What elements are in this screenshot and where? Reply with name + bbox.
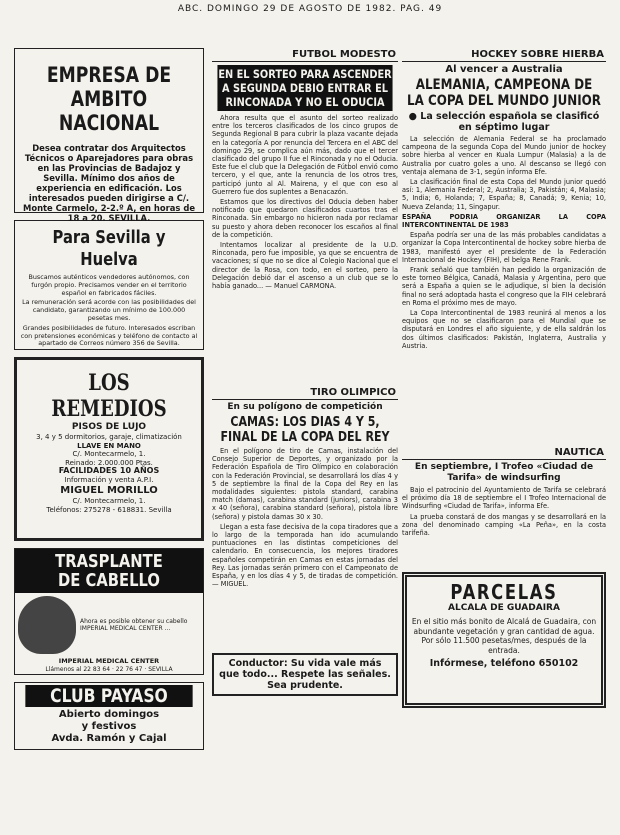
hockey-kicker: Al vencer a Australia <box>445 64 563 75</box>
tiro-headline: CAMAS: LOS DIAS 4 Y 5, FINAL DE LA COPA DEL REY <box>220 415 390 445</box>
page-header: ABC. DOMINGO 29 DE AGOSTO DE 1982. PAG. 49 <box>177 4 443 14</box>
ad-remedios-l3: C/. Montecarmelo, 1. <box>72 450 146 458</box>
ad-remedios-l9: Teléfonos: 275278 - 618831. Sevilla <box>46 505 172 514</box>
hockey-kicker2: ESPAÑA PODRIA ORGANIZAR LA COPA INTERCONTINENTAL DE 1983 <box>402 212 606 230</box>
ad-remedios-l6: Información y venta A.P.I. <box>64 475 154 484</box>
ad-sevilla-p2: La remuneración será acorde con las posibilidades del candidato, garantizando un mínimo de 100.000 pesetas mes. <box>22 298 196 322</box>
ad-payaso-l1: Abierto domingos <box>58 709 160 720</box>
ad-sevilla-p1: Buscamos auténticos vendedores autónomos, con furgón propio. Precisamos vender en el territorio español en fabricados fáciles. <box>28 273 190 297</box>
hockey-sub-text: La selección española se clasificó en séptimo lugar <box>420 111 600 133</box>
ad-sevilla-huelva <box>14 220 204 350</box>
ad-empresa-title: EMPRESA DE AMBITO NACIONAL <box>46 63 172 135</box>
ad-remedios-l4: Reinado: 2.000.000 Ptas. <box>65 458 153 467</box>
hockey-p1: La selección de Alemania Federal se ha proclamado campeona de la segunda Copa del Mundo junior de hockey sobre hierba al vencer en Kuala Lumpur (Malasia) a la de Australia por cuatro goles a uno. Al descanso se llegó con ventaja alemana de 3-1, según informa Efe. <box>402 135 606 176</box>
middle-column <box>212 48 398 696</box>
ad-payaso-l2: y festivos <box>81 721 137 732</box>
ad-payaso-l3: Avda. Ramón y Cajal <box>51 733 167 744</box>
ad-empresa-text: Desea contratar dos Arquitectos Técnicos o Aparejadores para obras en las Provincias de Badajoz y Sevilla. Mínimo dos años de experiencia en edificación. Los interesados pueden dirigirse a C/. Monte Carmelo, 2-2.º A, en horas de 18 a 20. SEVILLA. <box>22 143 196 223</box>
hockey-body <box>402 135 606 440</box>
nautica-p1: Bajo el patrocinio del Ayuntamiento de Tarifa se celebrará el próximo día 18 de septiembre el I Trofeo Internacional de Windsurfing «Ciudad de Tarifa», informa Efe. <box>402 486 606 511</box>
ad-parcelas-sub: ALCALA DE GUADAIRA <box>448 603 560 613</box>
ad-sevilla-title: Para Sevilla y Huelva <box>52 227 166 270</box>
right-column <box>402 48 606 708</box>
ad-trasplante-text: Ahora es posible obtener su cabello IMPERIAL MEDICAL CENTER ... <box>80 617 188 632</box>
ad-parcelas-l3: Por sólo 11.500 pesetas/mes, después de la entrada. <box>421 636 587 655</box>
futbol-section-title: FUTBOL MODESTO <box>212 48 398 62</box>
tiro-body <box>212 447 398 647</box>
hockey-headline: ALEMANIA, CAMPEONA DE LA COPA DEL MUNDO JUNIOR <box>407 77 601 109</box>
tiro-section-title: TIRO OLIMPICO <box>212 386 398 400</box>
ad-parcelas-title: PARCELAS <box>450 580 558 604</box>
tiro-p2: Llegan a esta fase decisiva de la copa tiradores que a lo largo de la temporada han ido acumulando puntuaciones en las distintas competiciones del calendario. En consecuencia, los mejores tiradores españoles competirán en Camas en estas jornadas del Rey. Las jornadas serán primero con el Campeonato de España, y en los días 4 y 5, de tiradas de competición. — MIGUEL. <box>212 522 398 589</box>
ad-remedios <box>14 357 204 541</box>
futbol-p3: Intentamos localizar al presidente de la U.D. Rinconada, pero fue imposible, ya que se encuentra de vacaciones; sí que no se dice al Colegio Nacional que el director de la Rosa, con todo, en el sorteo, pero la Delegación debió dar el ascenso a un club que se lo había ganado... — Manuel CARMONA. <box>212 241 398 291</box>
ad-remedios-l5: FACILIDADES 10 AÑOS <box>58 466 160 475</box>
ad-remedios-title: LOS REMEDIOS <box>51 370 167 422</box>
ad-sevilla-p3: Grandes posibilidades de futuro. Interesados escriban con pretensiones económicas y teléfono de contacto al apartado de Correos número 356 de Sevilla. <box>20 323 198 348</box>
futbol-p2: Estamos que los directivos del Oducia deben haber notificado que quedaron clasificados cuartos tras el Rinconada. Sin embargo no hicieron nada por reclamar su puesto y ahora deben reconocer los escaños al final de la competición. <box>212 198 398 239</box>
ad-parcelas <box>402 572 606 708</box>
ad-empresa <box>14 48 204 223</box>
conductor-l1: Conductor: Su vida vale más <box>228 658 382 669</box>
nautica-section-title: NAUTICA <box>402 446 606 460</box>
ads-column <box>14 48 204 757</box>
tiro-kicker: En su polígono de competición <box>227 402 383 412</box>
ad-remedios-l1: 3, 4 y 5 dormitorios, garaje, climatización <box>36 433 182 441</box>
portrait-image <box>18 596 76 654</box>
hockey-p3: España podría ser una de las más probables candidatas a organizar la Copa Intercontinental de hockey sobre hierba de 1983, manifestó ayer el presidente de la Federación Internacional de Hockey (FIH), el belga Rene Frank. <box>402 231 606 264</box>
nautica-p2: La prueba constará de dos mangas y se desarrollará en la zona del denominado camping «La Peña», en la costa tarifeña. <box>402 512 606 538</box>
futbol-p1: Ahora resulta que el asunto del sorteo realizado entre los terceros clasificados de los cinco grupos de Segunda Regional B para cubrir la plaza vacante dejada en la categoría A por renuncia del Tercera en el ABC del domingo 29, se complica aún más, dado que el tercer clasificado del grupo II fue el Rinconada y no el Oducia. Este fue el club que la Delegación de Fútbol envió como tercero, y el que, ante la renuncia de los otros tres, participó junto al Al. Mairena, y el que con eso al Guerrero fue dos suplentes a Benacazón. <box>212 114 398 196</box>
ad-payaso-title: CLUB PAYASO <box>25 685 192 707</box>
hockey-p2: La clasificación final de esta Copa del Mundo junior quedó así: 1, Alemania Federal; 2, Australia; 3, Pakistán; 4, Malasia; 5, India; 6, Holanda; 7, España; 8, Canadá; 9, Kenia; 10, Nueva Zelanda; 11, Singapur. <box>402 178 606 211</box>
ad-parcelas-l4: Infórmese, teléfono 650102 <box>429 658 579 669</box>
hockey-section-title: HOCKEY SOBRE HIERBA <box>402 48 606 62</box>
ad-trasplante <box>14 548 204 675</box>
ad-trasplante-title1: TRASPLANTE <box>55 551 163 572</box>
ad-parcelas-l1: En el sitio más bonito de Alcalá de Guadaira, con <box>411 617 597 626</box>
hockey-sub: ● La selección española se clasificó en séptimo lugar <box>408 111 600 133</box>
ad-trasplante-footer1: IMPERIAL MEDICAL CENTER <box>58 657 160 665</box>
conductor-box <box>212 653 398 696</box>
ad-payaso <box>14 682 204 750</box>
ad-parcelas-l2: abundante vegetación y gran cantidad de agua. <box>413 626 595 636</box>
hockey-p5: La Copa Intercontinental de 1983 reunirá al menos a los equipos que no se clasificaron para el Mundial que se disputará en Londres el año siguiente, y de ella saldrán los dos últimos clasificados: Pakistán, Inglaterra, Australia y Austria. <box>402 309 606 350</box>
tiro-p1: En el polígono de tiro de Camas, instalación del Consejo Superior de Deportes, y organizado por la Federación Española de Tiro Olímpico en colaboración con la Federación Provincial, se desarrollará los días 4 y 5 de septiembre la final de la Copa del Rey en las modalidades siguientes: pistola standard, carabina match (damas), carabina standard (juniors), carabina 3 x 40 (señora), carabina standard (señora), pistola libre (señora) y pistola damas 30 x 30. <box>212 447 398 521</box>
ad-remedios-sub: PISOS DE LUJO <box>71 422 147 432</box>
futbol-headline: EN EL SORTEO PARA ASCENDER A SEGUNDA DEBIO ENTRAR EL RINCONADA Y NO EL ODUCIA <box>218 67 392 109</box>
ad-remedios-l7: MIGUEL MORILLO <box>60 485 158 496</box>
conductor-l2: que todo... Respete las señales. Sea prudente. <box>219 669 391 691</box>
nautica-headline: En septiembre, I Trofeo «Ciudad de Tarifa» de windsurfing <box>414 462 594 483</box>
futbol-body <box>212 114 398 382</box>
ad-remedios-l8: C/. Montecarmelo, 1. <box>72 497 146 505</box>
ad-remedios-l2: LLAVE EN MANO <box>77 441 141 450</box>
hockey-p4: Frank señaló que también han pedido la organización de este torneo Bélgica, Canadá, Malasia y Argentina, pero que será a España a quien se le adjudique, si bien la decisión final no será adoptada hasta el congreso que la FIH celebrará en Roma el próximo mes de mayo. <box>402 266 606 307</box>
nautica-body <box>402 486 606 568</box>
ad-trasplante-footer2: Llámenos al 22 83 64 · 22 76 47 · SEVILLA <box>45 665 173 673</box>
ad-trasplante-title2: DE CABELLO <box>58 570 160 591</box>
